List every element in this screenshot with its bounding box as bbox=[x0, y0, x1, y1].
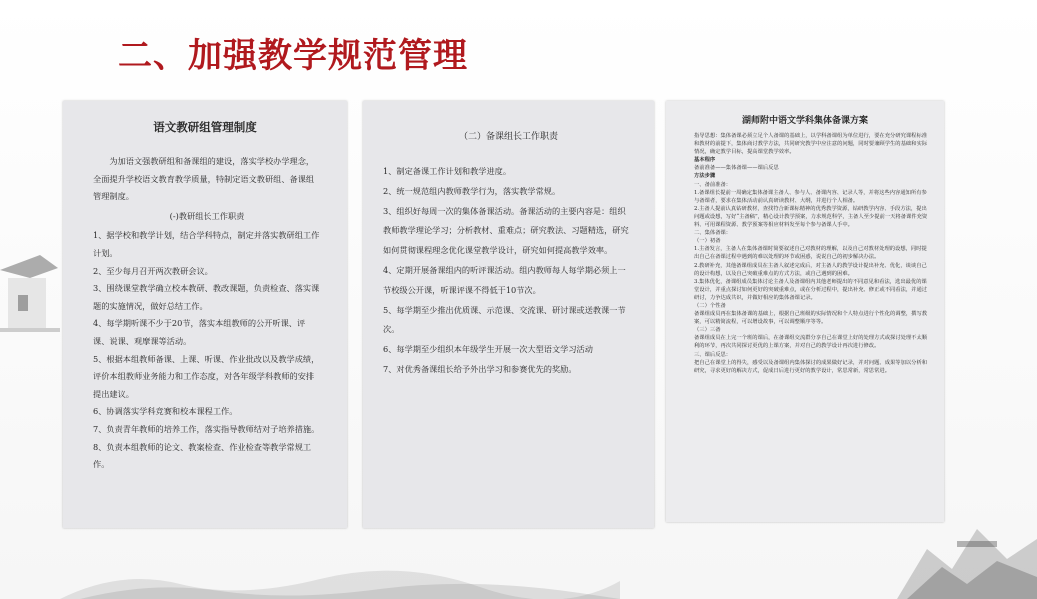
document-body bbox=[363, 162, 654, 380]
document-line: 3.集体优化，备课组成员集体讨论主备人及备课组内其他老师提出的不同意见和看法，选出最优的课堂设计，并重点探讨如何更好的突破重难点，或在分析过程中，提出补充、修正或不同看法，并通过研讨，力争达成共识，并做好相应的集体备课记录。 bbox=[694, 278, 928, 301]
list-item: 1、制定备课工作计划和教学进度。 bbox=[383, 166, 512, 176]
document-body bbox=[63, 153, 347, 474]
document-photo-collective-lesson-plan bbox=[666, 101, 944, 522]
document-line: （一）初备 bbox=[694, 238, 721, 245]
document-line: 把自己在课堂上的得失，感受以及备课组内集体探讨的成果做好记录，并对问题、成果等加以分析和研究，寻求更好的解决方式，促成日后进行更好的教学设计，常思常新，常思常进。 bbox=[694, 359, 928, 374]
document-line: 备课组成员再在集体备课的基础上，根据自己班级的实际情况和个人特点进行个性化的调整，撰写教案，可以精简流程，可以增设故事，可以调整顺序等等。 bbox=[694, 311, 928, 326]
document-line: （二）个性备 bbox=[694, 302, 726, 309]
document-line: 2.主备人提前认真钻研教材，查找符合新课标精神的优秀教学资源，钻研教学内容、手段方法，提出问题或设想，写好“主备稿”，精心设计教学预案，力求规范科学，主备人至少提前一天将备课件充资料、可用课程资源、教学预案等相应材料发至每个参与备课人手中。 bbox=[694, 205, 928, 229]
document-body bbox=[666, 132, 944, 375]
document-title: 语文教研组管理制度 bbox=[153, 120, 257, 134]
ink-landscape-decoration bbox=[60, 529, 620, 599]
document-title: 湖师附中语文学科集体备课方案 bbox=[741, 116, 868, 126]
slide-title: 二、加强教学规范管理 bbox=[118, 36, 468, 76]
list-item: 4、每学期听课不少于20节，落实本组教师的公开听课、评课、说课、观摩课等活动。 bbox=[93, 318, 306, 346]
list-item: 8、负责本组教师的论文、教案检查、作业检查等教学常规工作。 bbox=[93, 441, 312, 470]
list-item: 3、围绕课堂教学确立校本教研、教改课题，负责检查、落实课题的实施情况，做好总结工作。 bbox=[93, 283, 320, 311]
list-item: 2、至少每月召开两次教研会议。 bbox=[93, 265, 213, 276]
list-item: 2、统一规范组内教师教学行为，落实教学常规。 bbox=[383, 185, 561, 196]
list-item: 6、协调落实学科竞赛和校本课程工作。 bbox=[93, 406, 238, 417]
document-photo-teaching-group-rules bbox=[63, 101, 347, 528]
document-line: 一、备前准备： bbox=[694, 181, 732, 188]
document-line: 备课组成员在上完一个班的课后，在备课组交流群分享自己在课堂上好的处理方式或探讨处理不太顺利的环节，再次共同探讨更优的上课方案，并对自己的教学设计再次进行修改。 bbox=[694, 335, 928, 350]
list-item: 1、据学校和教学计划，结合学科特点，制定并落实教研组工作计划。 bbox=[93, 230, 320, 258]
document-line: （三）三备 bbox=[694, 327, 721, 334]
list-item: 4、定期开展备课组内的听评课活动。组内教师每人每学期必须上一节校级公开课，听课评课不得低于10节次。 bbox=[383, 264, 626, 295]
document-line: 备前准备——集体备课——课后反思 bbox=[694, 165, 779, 172]
document-line: 方法步骤 bbox=[694, 173, 716, 180]
list-item: 7、对优秀备课组长给予外出学习和参赛优先的奖励。 bbox=[383, 363, 577, 374]
document-line: 基本程序 bbox=[694, 157, 716, 164]
document-line: 2.教研补充，其他备课组成员在主备人叙述完成后，对主备人的教学设计提出补充、优化，谈谈自己的设计构想，以及自己突破重难点的方式方法，或自己遇到的困难。 bbox=[694, 262, 927, 277]
document-intro: 为加语文强教研组和备课组的建设，落实学校办学理念，全面提升学校语文教育教学质量，特制定语文教研组、备课组管理制度。 bbox=[93, 156, 315, 202]
list-item: 5、每学期至少推出优质课、示范课、交流课、研讨课或送教课一节次。 bbox=[383, 304, 626, 335]
document-line: 1.主备发言，主备人在集体备课时简要叙述自己对教材的理解，以及自己对教材处理的设想，同时提出自己在备课过程中遇到的难以处理的环节或困惑，说说自己的初步解决办法。 bbox=[694, 246, 927, 261]
document-line: 二、集体备课： bbox=[694, 230, 732, 237]
document-line: 1.备课组长提前一周确定集体备课主备人、参与人、备课内容、记录人等，并将这些内容通知所有参与备课者，要求在集体活动前认真研读教材、大纲，并进行个人相备。 bbox=[694, 189, 927, 204]
list-item: 6、每学期至少组织本年级学生开展一次大型语文学习活动 bbox=[383, 344, 593, 355]
document-photo-lesson-group-duties bbox=[363, 101, 654, 528]
ink-house-decoration bbox=[0, 160, 60, 400]
document-line: 指导思想：集体备课必须立足个人备课的基础上，以学科备课组为单位进行，要在充分研究课程标准和教材的前提下，集体商讨教学方法，共同研究教学中应注意的问题，同时要兼顾学生的基础和实际情况，确定教学目标，提高课堂教学效率。 bbox=[694, 133, 928, 156]
list-item: 5、根据本组教师备课、上课、听课、作业批改以及教学成绩，评价本组教师业务能力和工作态度，对各年级学科教师的安排提出建议。 bbox=[93, 353, 320, 399]
document-title: （二）备课组长工作职责 bbox=[458, 132, 558, 142]
list-item: 7、负责青年教师的培养工作，落实指导教师结对子培养措施。 bbox=[93, 423, 320, 434]
document-line: 三、课后反思： bbox=[694, 351, 732, 358]
list-item: 3、组织好每周一次的集体备课活动。备课活动的主要内容是：组织教师教学理论学习；分析教材、重难点；研究教法、习题精选，研究如何贯彻课程理念优化课堂教学设计，研究如何提高教学效率。 bbox=[383, 205, 629, 256]
document-subtitle: (-)教研组长工作职责 bbox=[169, 210, 245, 221]
